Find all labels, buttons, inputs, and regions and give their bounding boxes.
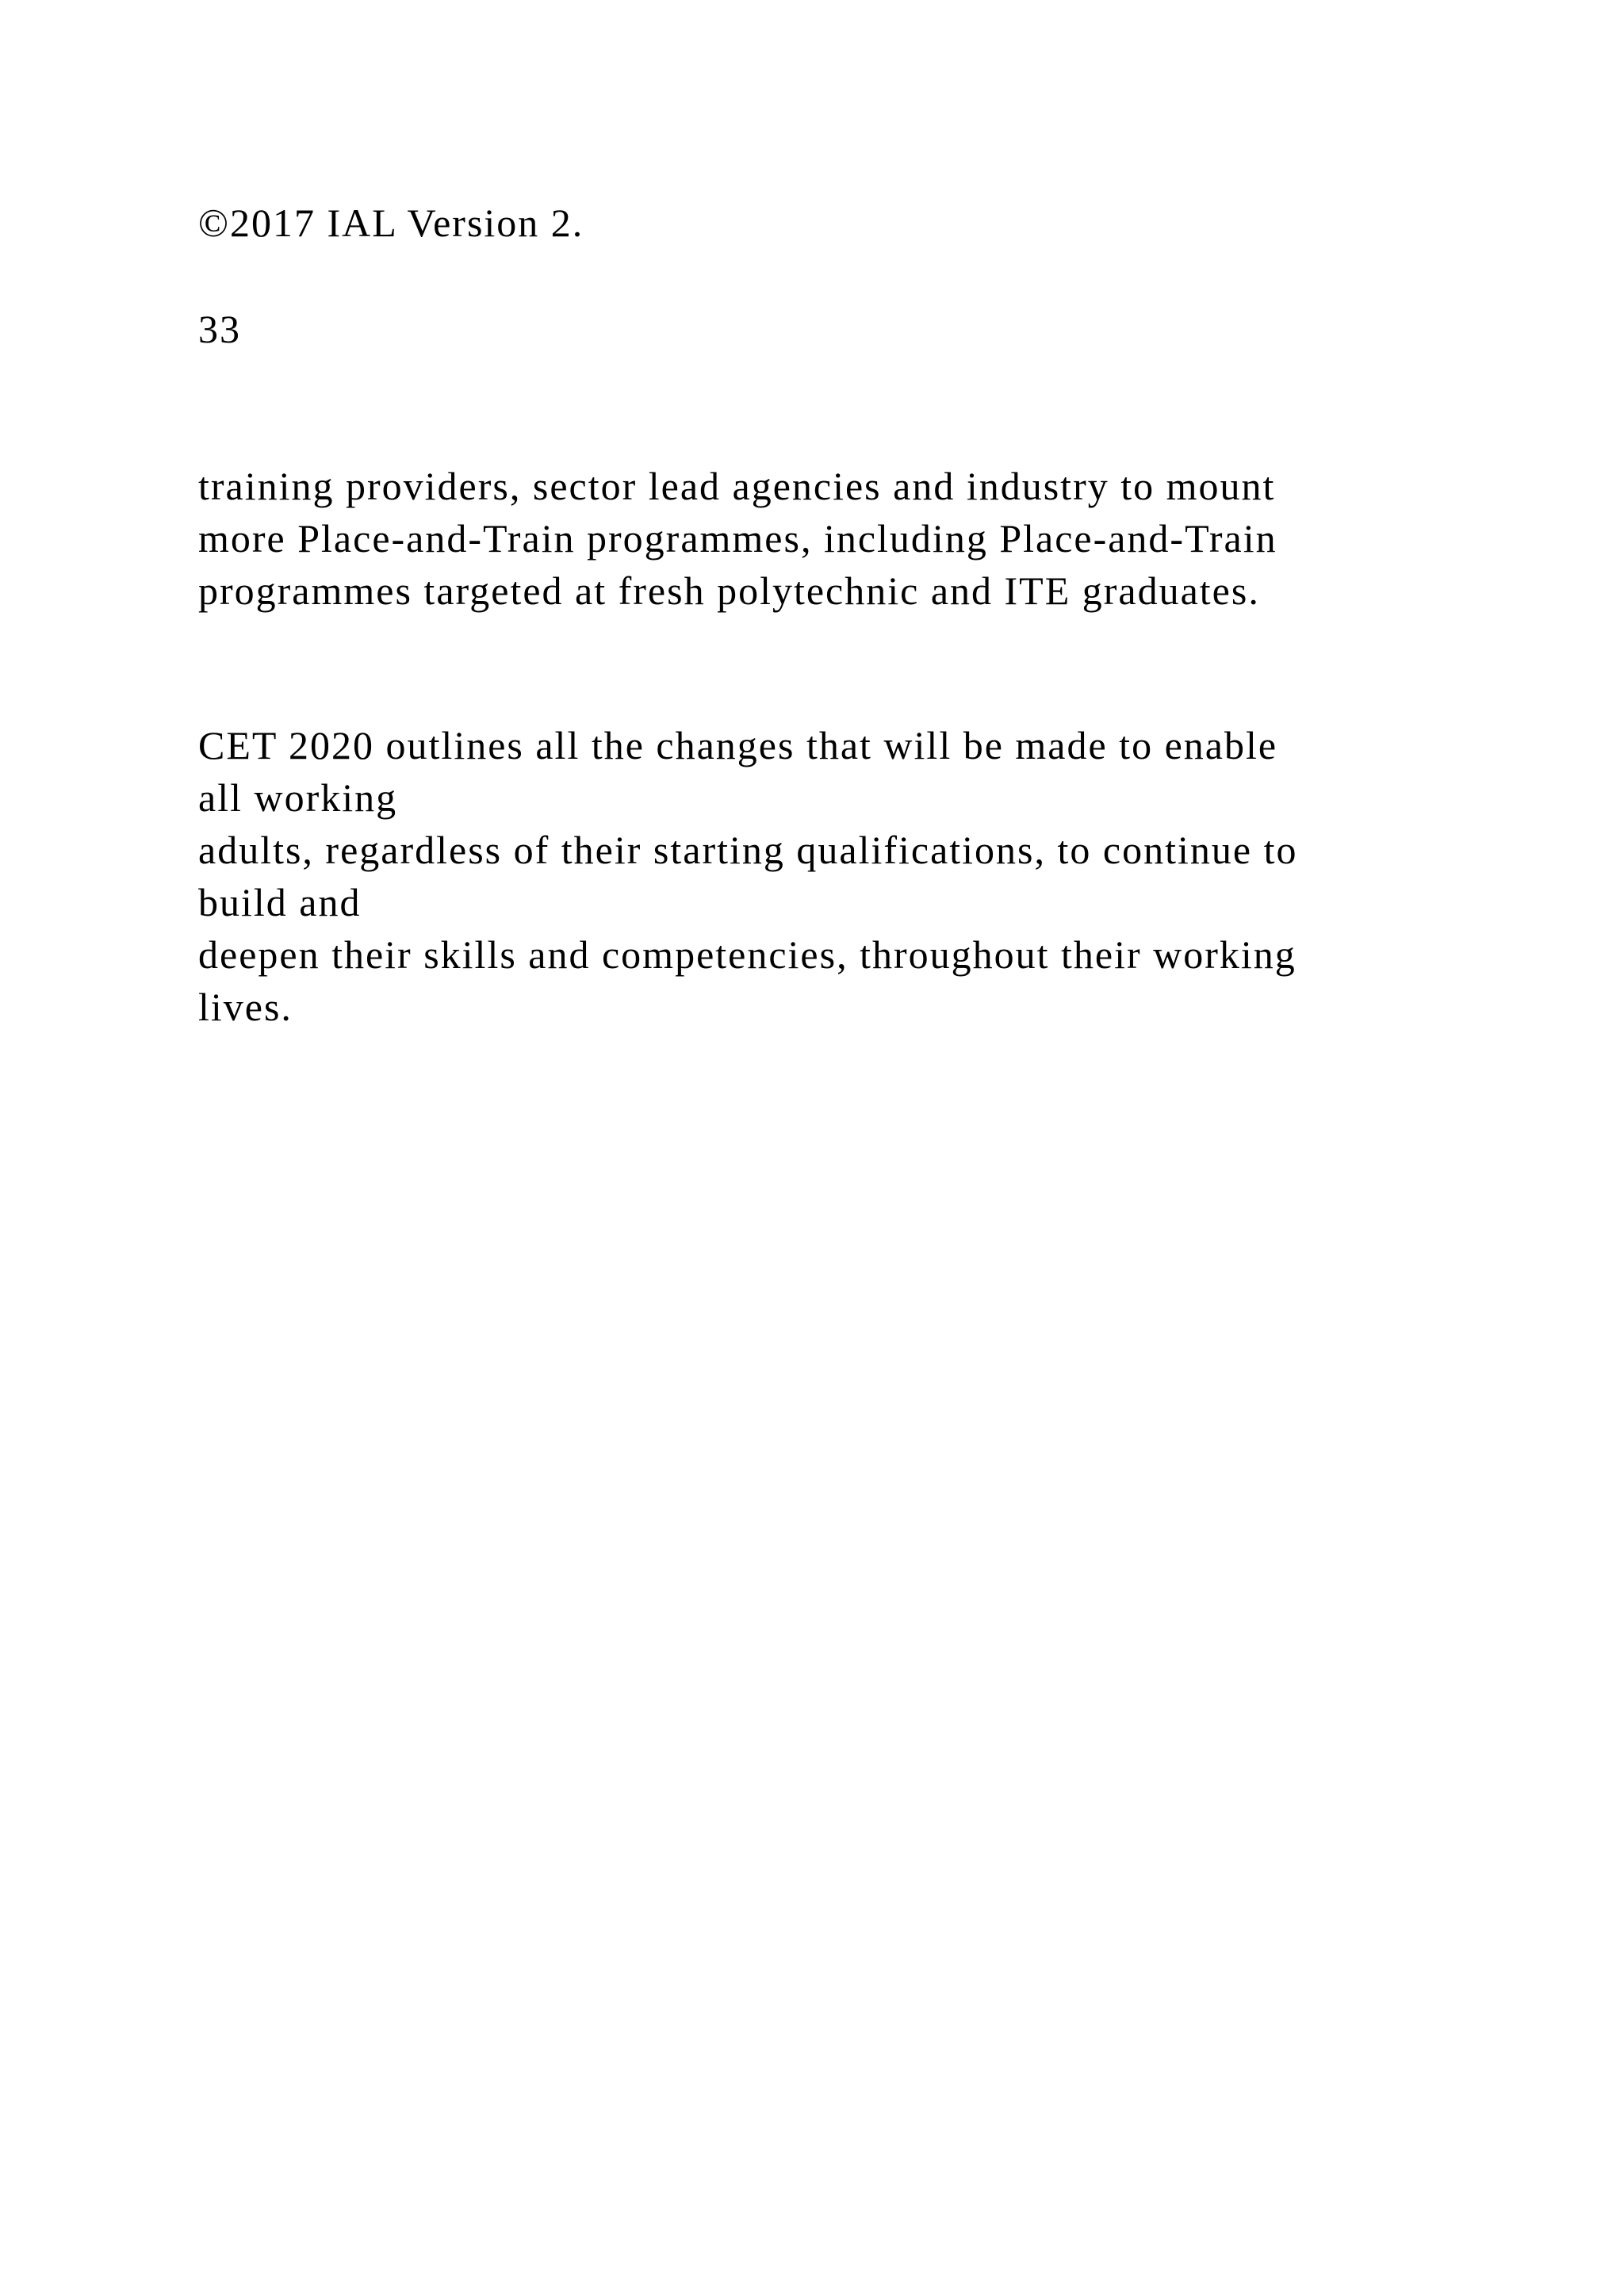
paragraph-line: more Place-and-Train programmes, including Place-and-Train (198, 516, 1277, 561)
copyright-notice: ©2017 IAL Version 2. (198, 201, 584, 245)
paragraph-line: lives. (198, 985, 293, 1029)
paragraph-line: CET 2020 outlines all the changes that will be made to enable (198, 723, 1278, 767)
paragraph-line: build and (198, 880, 362, 924)
paragraph-line: adults, regardless of their starting qualifications, to continue to (198, 828, 1298, 872)
paragraph-line: training providers, sector lead agencies and industry to mount (198, 464, 1276, 508)
paragraph-line: all working (198, 775, 398, 820)
page-number: 33 (198, 307, 241, 351)
paragraph-line: programmes targeted at fresh polytechnic and ITE graduates. (198, 568, 1260, 613)
paragraph-line: deepen their skills and competencies, throughout their working (198, 932, 1297, 977)
